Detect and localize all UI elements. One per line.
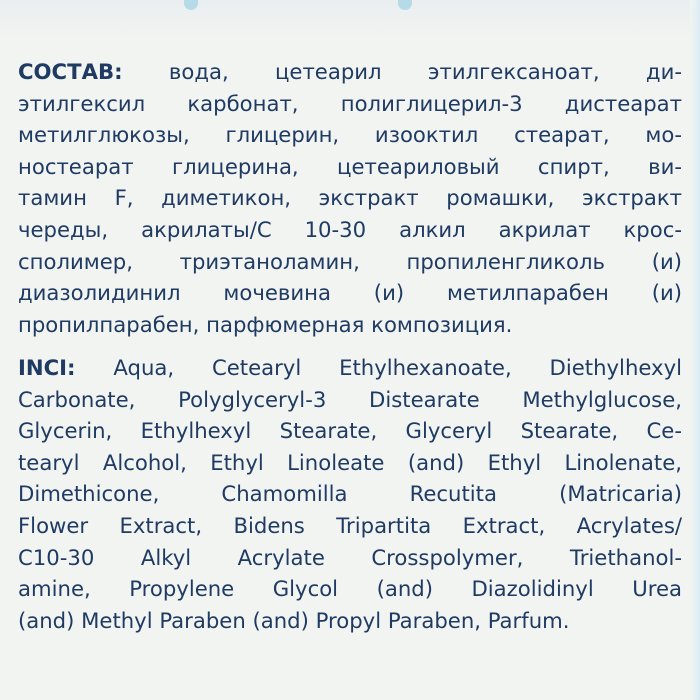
inci-line: Flower Extract, Bidens Tripartita Extract, Acrylates/ <box>18 512 682 538</box>
composition-line: диазолидинил мочевина (и) метилпарабен (и) <box>18 280 682 306</box>
package-top-edge <box>0 0 700 40</box>
inci-line: C10-30 Alkyl Acrylate Crosspolymer, Triethanol- <box>18 544 682 570</box>
inci-line: (and) Methyl Paraben (and) Propyl Paraben, Parfum. <box>18 607 570 633</box>
inci-line: Carbonate, Polyglyceryl-3 Distearate Methylglucose, <box>18 386 682 412</box>
composition-russian <box>18 56 682 340</box>
package-right-edge <box>690 0 700 700</box>
inci-line: INCI: Aqua, Cetearyl Ethylhexanoate, Diethylhexyl <box>18 355 682 380</box>
composition-line: этилгексил карбонат, полиглицерил-3 дистеарат <box>18 90 682 116</box>
composition-line: тамин F, диметикон, экстракт ромашки, экстракт <box>18 185 682 211</box>
inci-line: amine, Propylene Glycol (and) Diazolidinyl Urea <box>18 576 682 602</box>
composition-line: сполимер, триэтаноламин, пропиленгликоль (и) <box>18 248 682 274</box>
composition-line: метилглюкозы, глицерин, изооктил стеарат, мо- <box>18 122 682 148</box>
inci-line: tearyl Alcohol, Ethyl Linoleate (and) Ethyl Linolenate, <box>18 449 682 475</box>
inci-heading: INCI: <box>18 355 76 380</box>
composition-line: пропилпарабен, парфюмерная композиция. <box>18 311 513 337</box>
composition-line: СОСТАВ: вода, цетеарил этилгексаноат, ди- <box>18 59 682 84</box>
composition-heading: СОСТАВ: <box>18 59 123 84</box>
composition-line: череды, акрилаты/C 10-30 алкил акрилат крос- <box>18 216 682 242</box>
composition-inci <box>18 352 682 636</box>
composition-line: ностеарат глицерина, цетеариловый спирт, ви- <box>18 153 682 179</box>
inci-line: Dimethicone, Chamomilla Recutita (Matricaria) <box>18 481 682 507</box>
inci-line: Glycerin, Ethylhexyl Stearate, Glyceryl Stearate, Ce- <box>18 418 682 444</box>
